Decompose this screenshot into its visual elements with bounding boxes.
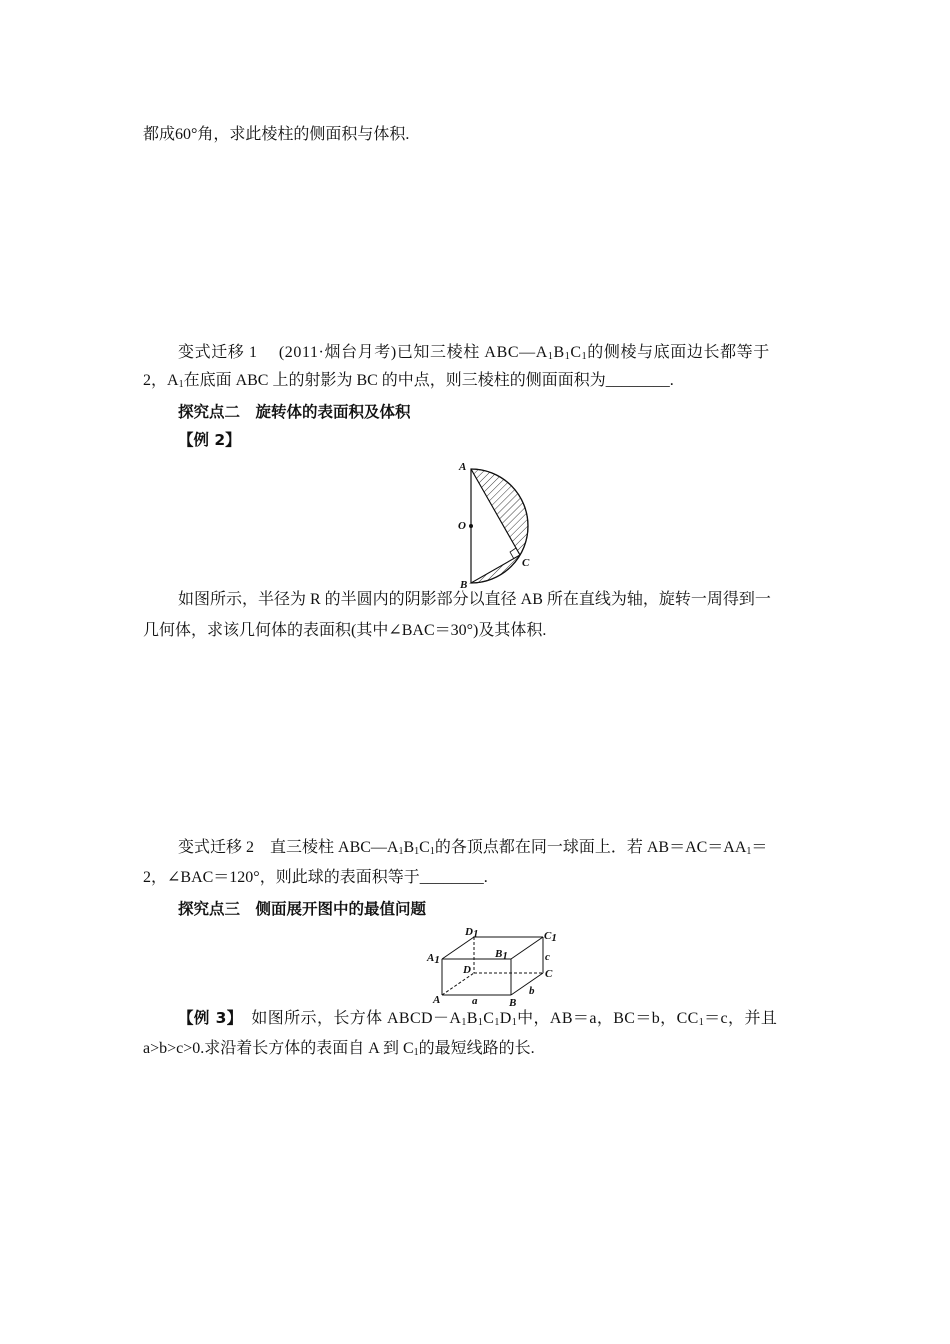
variant-1-label: 变式迁移 1 [178,344,258,361]
example-2-label: 【例 2】 [178,431,241,449]
label-edge-b: b [529,985,535,997]
example-2-line2: 几何体，求该几何体的表面积(其中∠BAC＝30°)及其体积. [143,622,547,639]
variant-exercise-2-line2: 2，∠BAC＝120°，则此球的表面积等于________. [143,869,488,886]
continued-problem-text: 都成60°角，求此棱柱的侧面积与体积. [143,126,410,143]
section-2-heading: 探究点二 旋转体的表面积及体积 [178,403,411,421]
label-c: C [522,557,530,569]
cuboid-figure [425,925,565,1007]
label-c: C [545,968,553,980]
label-d: D [463,964,471,976]
variant-exercise-2-line1: 变式迁移 2 直三棱柱 $ABC—A_1B_1C_1$的各顶点都在同一球面上．若 $AB=AC=AA_1=$ [178,839,768,857]
variant-2-label: 变式迁移 2 [178,839,255,856]
label-edge-a: a [472,995,478,1007]
example-3-label: 【例 3】 [178,1009,235,1027]
label-b1: B1 [495,948,508,962]
label-a1: A1 [427,952,440,966]
variant-exercise-1-line1: 变式迁移 1 (2011·烟台月考)已知三棱柱 $ABC—A_1B_1C_1$的侧棱与底面边长都等于 [178,344,770,362]
label-edge-c: c [545,951,550,963]
label-a: A [459,461,467,473]
example-3-line1: 【例 3】 如图所示，长方体 $ABCD-A_1B_1C_1D_1$中，AB＝a，BC＝b，$CC_1=c$，并且 [178,1009,778,1028]
variant-1-source: (2011·烟台月考) [278,344,397,361]
variant-exercise-1-line2: 2，$A_1$在底面 ABC 上的射影为 BC 的中点，则三棱柱的侧面面积为________. [143,372,674,390]
label-d1: D1 [465,926,479,940]
label-a: A [433,994,441,1006]
example-3-line2: a>b>c>0.求沿着长方体的表面自 A 到 $C_1$的最短线路的长. [143,1040,535,1058]
label-c1: C1 [544,930,557,944]
shaded-segment-upper [471,469,528,555]
example-2-line1: 如图所示，半径为 R 的半圆内的阴影部分以直径 AB 所在直线为轴，旋转一周得到一 [178,591,771,608]
center-point [469,524,473,528]
semicircle-figure [450,455,550,590]
section-3-heading: 探究点三 侧面展开图中的最值问题 [178,900,427,918]
label-b: B [509,997,517,1007]
label-b: B [460,579,468,590]
chord-bc [471,555,520,583]
label-o: O [458,520,466,532]
